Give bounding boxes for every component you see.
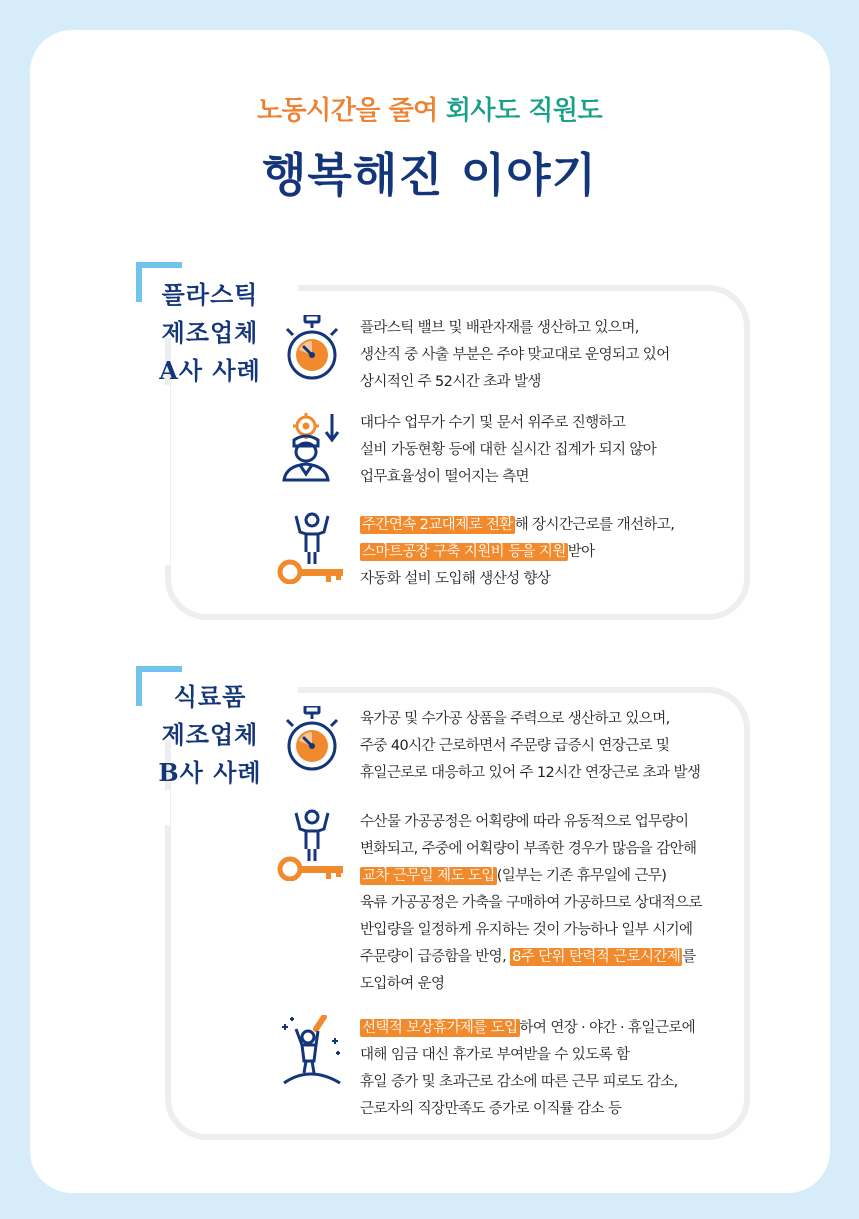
text-line: [360, 706, 750, 733]
text-segment: 근로자의 직장만족도 증가로 이직률 감소 등: [360, 1101, 622, 1117]
text-segment: 업무효율성이 떨어지는 측면: [360, 469, 529, 485]
text-segment: 휴일 증가 및 초과근로 감소에 따른 근무 피로도 감소,: [360, 1074, 678, 1090]
text-segment: 하여 연장 · 야간 · 휴일근로에: [519, 1020, 696, 1036]
stopwatch-icon: [276, 706, 348, 778]
text-line: [360, 1042, 750, 1069]
text-line: [360, 437, 750, 464]
stopwatch-icon: [276, 315, 348, 387]
text-segment: 수산물 가공공정은 어획량에 따라 유동적으로 업무량이: [360, 814, 689, 830]
text-segment: 설비 가동현황 등에 대한 실시간 집계가 되지 않아: [360, 442, 657, 458]
highlighted-phrase: 선택적 보상휴가제를 도입: [362, 1020, 518, 1036]
text-segment: 주중 40시간 근로하면서 주문량 급증시 연장근로 및: [360, 738, 670, 754]
text-line: [360, 863, 750, 890]
page-title: 행복해진 이야기: [261, 148, 598, 202]
text-segment: 받아: [567, 544, 595, 560]
text-line: [360, 464, 750, 491]
person-key-icon: [276, 809, 348, 881]
text-line: [360, 944, 750, 971]
text-line: [360, 917, 750, 944]
highlighted-phrase: 주간연속 2교대제로 전환: [362, 517, 513, 533]
text-segment: 육가공 및 수가공 상품을 주력으로 생산하고 있으며,: [360, 711, 670, 727]
person-key-icon: [276, 512, 348, 584]
text-segment: 대다수 업무가 수기 및 문서 위주로 진행하고: [360, 415, 626, 431]
text-segment: 자동화 설비 도입해 생산성 향상: [360, 571, 551, 587]
text-segment: 대해 임금 대신 휴가로 부여받을 수 있도록 함: [360, 1047, 630, 1063]
case-a-item-3-text: [360, 512, 750, 593]
case-a-item-1-text: [360, 315, 750, 396]
text-line: [360, 410, 750, 437]
text-line: [360, 539, 750, 566]
text-line: [360, 1015, 750, 1042]
text-line: [360, 836, 750, 863]
text-line: [360, 1096, 750, 1123]
text-segment: 반입량을 일정하게 유지하는 것이 가능하나 일부 시기에: [360, 922, 693, 938]
text-line: [360, 369, 750, 396]
case-a-item-2-text: [360, 410, 750, 491]
text-segment: 플라스틱 밸브 및 배관자재를 생산하고 있으며,: [360, 320, 639, 336]
highlighted-phrase: 8주 단위 탄력적 근로시간제: [512, 949, 681, 965]
page-header: [0, 90, 859, 205]
text-segment: (일부는 기존 휴무일에 근무): [496, 868, 667, 884]
text-segment: 휴일근로로 대응하고 있어 주 12시간 연장근로 초과 발생: [360, 765, 701, 781]
text-line: [360, 342, 750, 369]
case-b-item-2-text: [360, 809, 750, 998]
subtitle-part-orange: 노동시간을 줄여: [256, 96, 438, 126]
worker-gear-icon: [276, 410, 348, 482]
text-line: [360, 512, 750, 539]
text-segment: 를: [682, 949, 696, 965]
case-b-item-1-text: [360, 706, 750, 787]
text-line: [360, 315, 750, 342]
text-segment: 육류 가공공정은 가축을 구매하여 가공하므로 상대적으로: [360, 895, 702, 911]
case-b-item-3-text: [360, 1015, 750, 1123]
text-line: [360, 733, 750, 760]
text-segment: 도입하여 운영: [360, 976, 445, 992]
text-segment: 상시적인 주 52시간 초과 발생: [360, 374, 541, 390]
page-subtitle: [0, 90, 859, 127]
text-line: [360, 566, 750, 593]
highlighted-phrase: 교차 근무일 제도 도입: [362, 868, 495, 884]
text-line: [360, 971, 750, 998]
text-line: [360, 890, 750, 917]
case-a-label: 플라스틱 제조업체 A사 사례: [159, 280, 261, 385]
text-line: [360, 1069, 750, 1096]
text-line: [360, 760, 750, 787]
highlighted-phrase: 스마트공장 구축 지원비 등을 지원: [362, 544, 566, 560]
text-segment: 해 장시간근로를 개선하고,: [514, 517, 675, 533]
text-line: [360, 809, 750, 836]
text-segment: 주문량이 급증함을 반영,: [360, 949, 511, 965]
text-segment: 변화되고, 주중에 어획량이 부족한 경우가 많음을 감안해: [360, 841, 697, 857]
subtitle-part-green: 회사도 직원도: [445, 96, 603, 126]
case-b-label: 식료품 제조업체 B사 사례: [158, 682, 262, 787]
text-segment: 생산직 중 사출 부분은 주야 맞교대로 운영되고 있어: [360, 347, 670, 363]
celebrating-person-icon: [276, 1015, 348, 1087]
